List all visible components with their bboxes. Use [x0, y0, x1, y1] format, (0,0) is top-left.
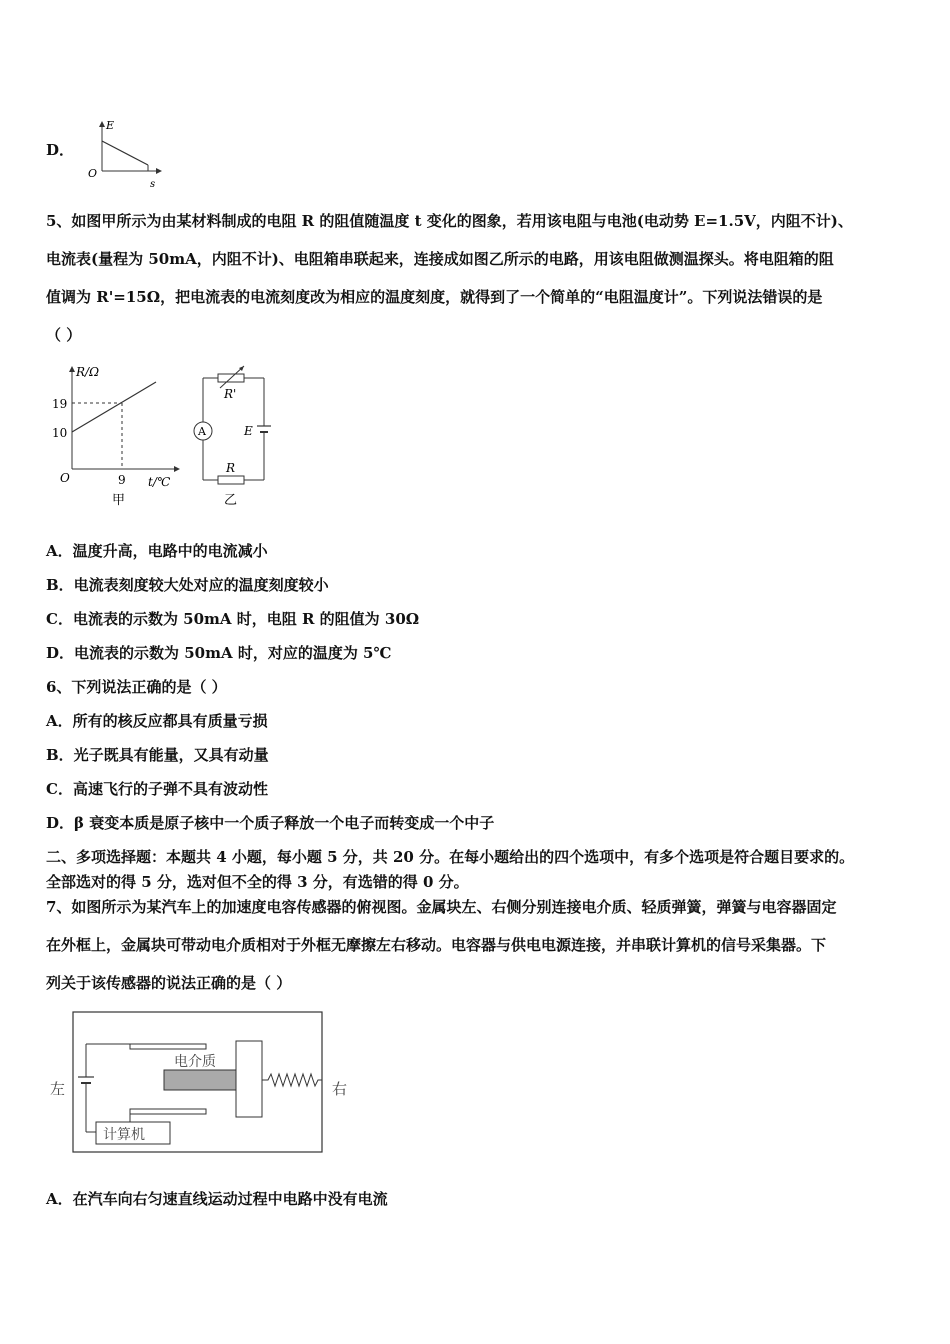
q7-line-1: 7、如图所示为某汽车上的加速度电容传感器的俯视图。金属块左、右侧分别连接电介质、轻质弹簧，弹簧与电容器固定 — [46, 898, 837, 916]
figure-dielectric-label: 电介质 — [174, 1054, 216, 1070]
q6-option-d: D．β 衰变本质是原子核中一个质子释放一个电子而转变成一个中子 — [46, 814, 495, 832]
q6-option-b: B．光子既具有能量，又具有动量 — [46, 746, 269, 764]
q5-option-c: C．电流表的示数为 50mA 时，电阻 R 的阻值为 30Ω — [46, 610, 420, 628]
graph-axis-e: E — [106, 119, 115, 132]
graph-origin: O — [88, 167, 98, 180]
q5-line-4: （ ） — [46, 326, 82, 344]
circuit-ammeter-label: A — [198, 425, 206, 438]
q5-line-2: 电流表(量程为 50mA，内阻不计)、电阻箱串联起来，连接成如图乙所示的电路，用该电阻做测温探头。将电阻箱的阻 — [46, 250, 834, 268]
graph-x-label: t/℃ — [148, 475, 171, 489]
circuit-battery-label: E — [244, 424, 253, 438]
graph-tick-10: 10 — [52, 426, 68, 440]
graph-tick-9: 9 — [118, 473, 126, 487]
graph-caption-jia: 甲 — [112, 493, 126, 508]
q6-option-a: A．所有的核反应都具有质量亏损 — [46, 712, 268, 730]
figure-right-label: 右 — [332, 1080, 348, 1098]
q5-option-b: B．电流表刻度较大处对应的温度刻度较小 — [46, 576, 329, 594]
q6-stem: 6、下列说法正确的是（ ） — [46, 678, 227, 696]
section2-line-1: 二、多项选择题：本题共 4 小题，每小题 5 分，共 20 分。在每小题给出的四个选项中，有多个选项是符合题目要求的。 — [46, 848, 855, 866]
figure-left-label: 左 — [50, 1080, 66, 1098]
circuit-caption-yi: 乙 — [224, 493, 238, 508]
section2-line-2: 全部选对的得 5 分，选对但不全的得 3 分，有选错的得 0 分。 — [46, 873, 469, 891]
q7-option-a: A．在汽车向右匀速直线运动过程中电路中没有电流 — [46, 1190, 388, 1208]
prev-option-d-graph — [84, 115, 164, 191]
figure-computer-label: 计算机 — [103, 1127, 145, 1143]
graph-axis-s: s — [150, 179, 156, 190]
q5-option-a: A．温度升高，电路中的电流减小 — [46, 542, 268, 560]
q6-option-c: C．高速飞行的子弹不具有波动性 — [46, 780, 268, 798]
q7-line-3: 列关于该传感器的说法正确的是（ ） — [46, 974, 292, 992]
graph-tick-19: 19 — [52, 397, 68, 411]
q5-line-1: 5、如图甲所示为由某材料制成的电阻 R 的阻值随温度 t 变化的图象，若用该电阻与电池(电动势 E=1.5V，内阻不计)、 — [46, 212, 853, 230]
q5-line-3: 值调为 R'=15Ω，把电流表的电流刻度改为相应的温度刻度，就得到了一个简单的“电阻温度计”。下列说法错误的是 — [46, 288, 823, 306]
prev-option-d-label: D． — [46, 141, 75, 159]
graph-origin-o: O — [60, 471, 70, 485]
q5-graph-jia — [48, 358, 188, 510]
q5-circuit-yi — [188, 362, 280, 510]
circuit-resistor-label: R — [226, 461, 236, 475]
graph-y-label: R/Ω — [76, 365, 100, 379]
q7-line-2: 在外框上，金属块可带动电介质相对于外框无摩擦左右移动。电容器与供电电源连接，并串联计算机的信号采集器。下 — [46, 936, 827, 954]
circuit-rbox-label: R' — [224, 387, 237, 401]
q7-sensor-figure — [46, 1008, 366, 1156]
q5-option-d: D．电流表的示数为 50mA 时，对应的温度为 5℃ — [46, 644, 392, 662]
